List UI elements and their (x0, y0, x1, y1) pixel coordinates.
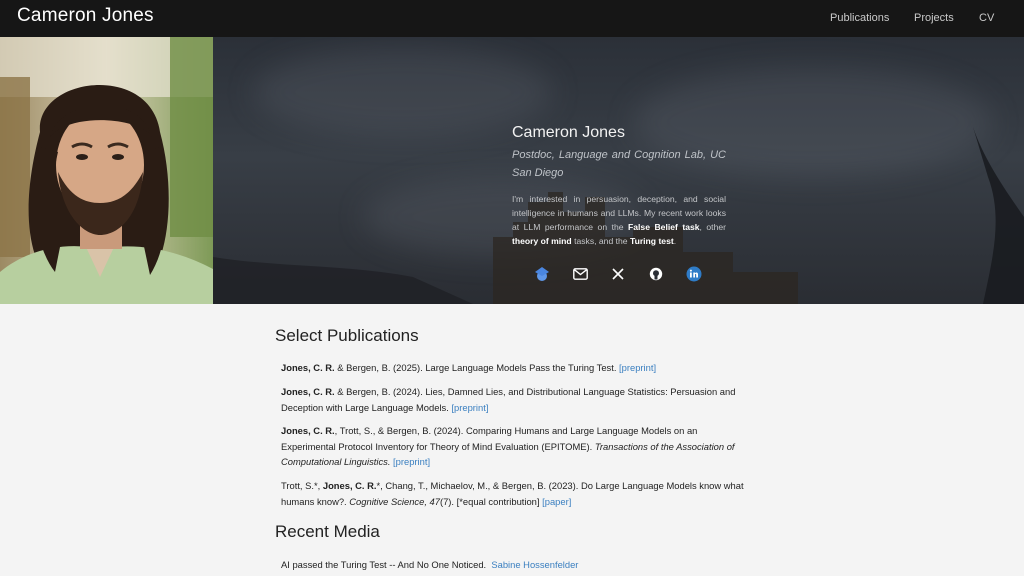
hero-role: Postdoc, Language and Cognition Lab, UC San Diego (512, 149, 726, 179)
hero-name: Cameron Jones (512, 124, 625, 141)
hero-banner (0, 37, 1024, 304)
nav-projects[interactable]: Projects (914, 12, 954, 24)
preprint-link[interactable]: [preprint] (393, 456, 431, 467)
publication-item: Trott, S.*, Jones, C. R.*, Chang, T., Michaelov, M., & Bergen, B. (2023). Do Large Language Models know what humans know?. Cognitive Science, 47(7). [*equal contribution] [paper] (281, 480, 744, 507)
preprint-link[interactable]: [preprint] (451, 401, 489, 413)
nav-cv[interactable]: CV (979, 12, 995, 24)
hero-intro (512, 124, 726, 248)
github-icon[interactable] (647, 265, 665, 283)
profile-photo-illustration (0, 37, 213, 304)
paper-link[interactable]: [paper] (542, 495, 572, 507)
media-source-link[interactable]: Sabine Hossenfelder (491, 559, 579, 570)
publication-item: Jones, C. R., Trott, S., & Bergen, B. (2024). Comparing Humans and Large Language Models on an Experimental Protocol Inventory for Theory of Mind Evaluation (EPITOME). Transactions of the Association of Computational Linguistics. [preprint] (281, 425, 735, 467)
google-scholar-icon[interactable] (533, 265, 551, 283)
preprint-link[interactable]: [preprint] (619, 362, 657, 373)
linkedin-icon[interactable] (685, 265, 703, 283)
site-brand[interactable]: Cameron Jones (17, 5, 154, 26)
bio-turing-test: Turing test (629, 236, 674, 246)
nav-publications[interactable]: Publications (830, 12, 890, 24)
media-item: AI passed the Turing Test -- And No One Noticed. Sabine Hossenfelder (281, 559, 579, 570)
hero-bio: I'm interested in persuasion, deception, and social intelligence in humans and LLMs. My recent work looks at LLM performance on the False Belief task, other theory of mind tasks, and the Turing test. (512, 194, 726, 246)
bio-theory-of-mind: theory of mind (512, 236, 572, 246)
publication-item: Jones, C. R. & Bergen, B. (2024). Lies, Damned Lies, and Distributional Language Statistics: Persuasion and Deception with Large Language Models. [preprint] (281, 386, 736, 413)
publication-item: Jones, C. R. & Bergen, B. (2025). Large Language Models Pass the Turing Test. [preprint] (281, 362, 657, 373)
bio-false-belief: False Belief task (628, 222, 700, 232)
publications-heading: Select Publications (275, 326, 419, 345)
x-icon[interactable] (609, 265, 627, 283)
profile-photo (0, 37, 213, 304)
navbar (0, 0, 1024, 37)
email-icon[interactable] (571, 265, 589, 283)
media-heading: Recent Media (275, 522, 380, 541)
